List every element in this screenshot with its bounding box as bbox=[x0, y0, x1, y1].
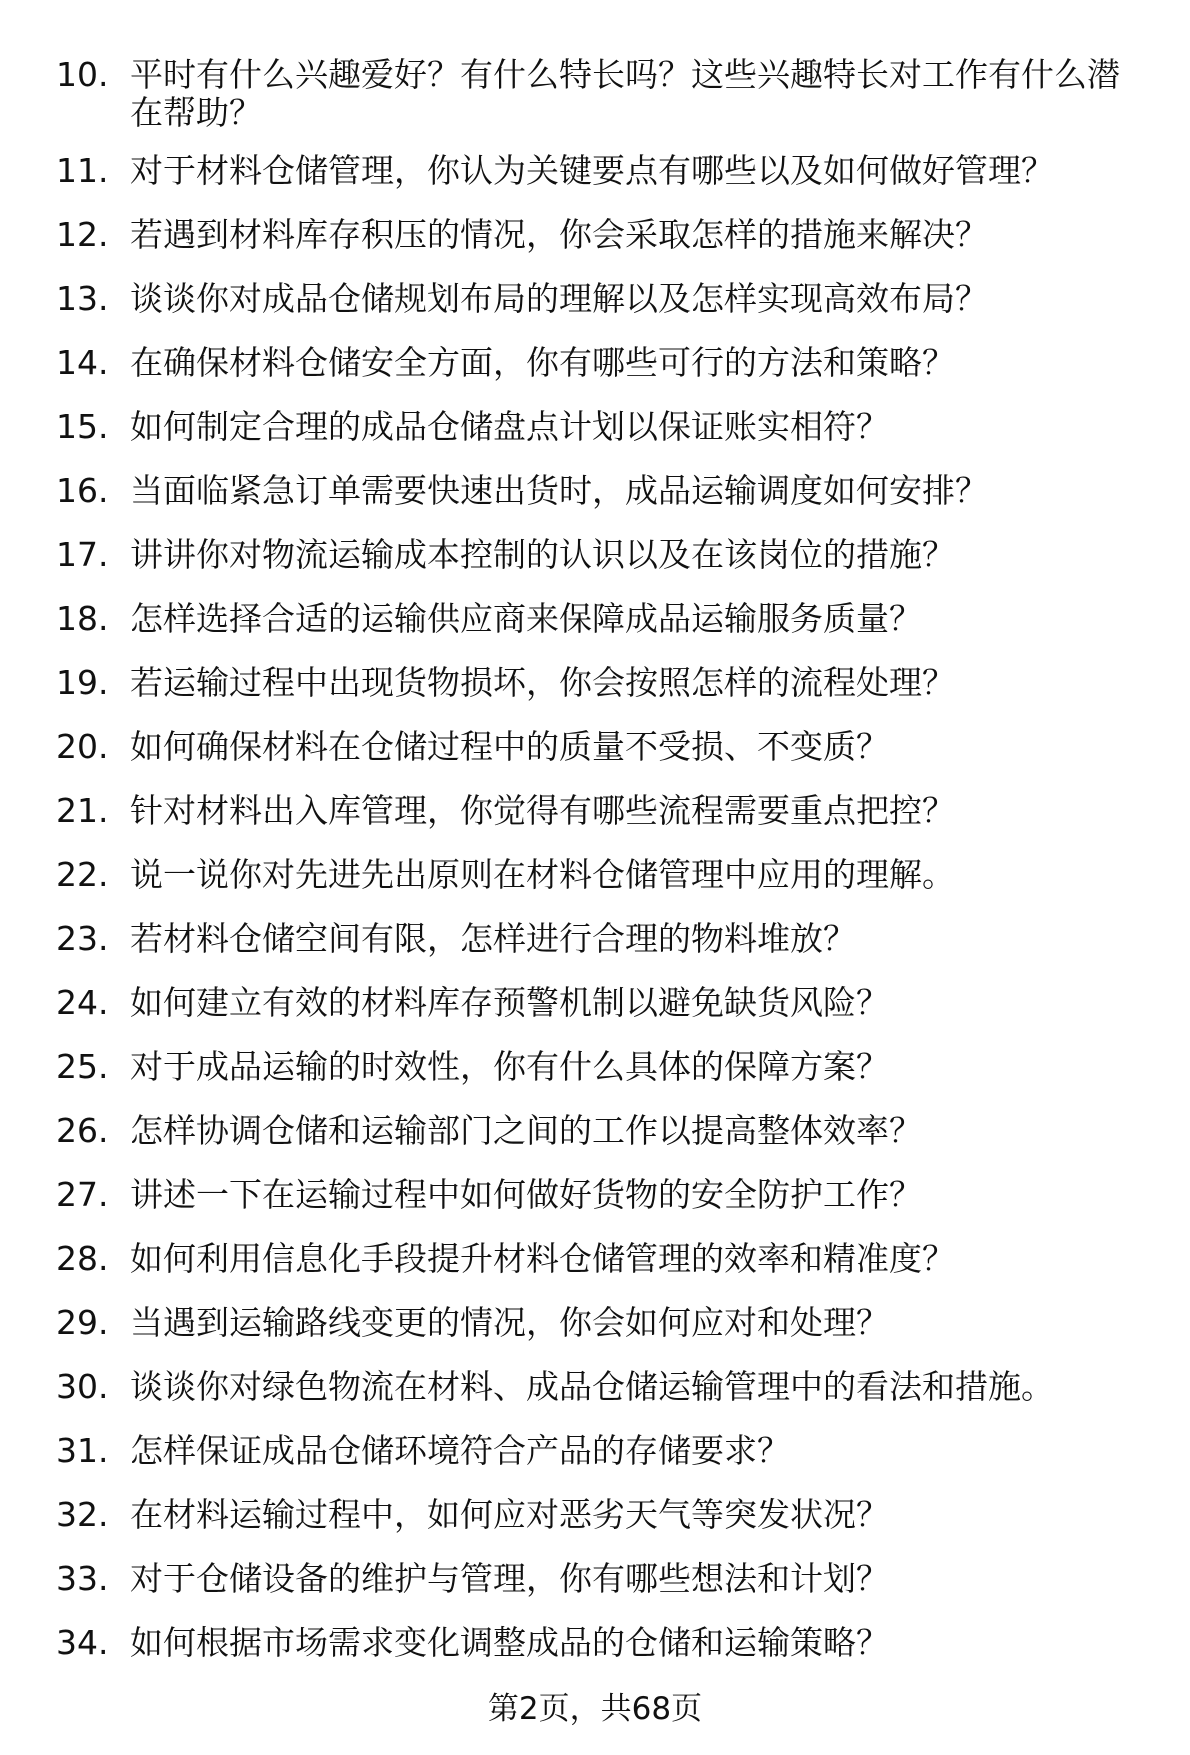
list-item bbox=[0, 984, 1190, 1022]
question-text: 针对材料出入库管理，你觉得有哪些流程需要重点把控？ bbox=[130, 791, 955, 830]
question-number: 19. bbox=[56, 663, 109, 702]
question-number: 22. bbox=[56, 855, 109, 894]
question-number: 29. bbox=[56, 1303, 109, 1342]
question-number: 20. bbox=[56, 727, 109, 766]
list-item bbox=[0, 792, 1190, 830]
question-number: 16. bbox=[56, 471, 109, 510]
question-text: 若遇到材料库存积压的情况，你会采取怎样的措施来解决？ bbox=[130, 215, 988, 254]
question-number: 18. bbox=[56, 599, 109, 638]
list-item bbox=[0, 1368, 1190, 1406]
question-list bbox=[0, 56, 1190, 1688]
question-text: 怎样选择合适的运输供应商来保障成品运输服务质量？ bbox=[130, 599, 922, 638]
question-text: 对于仓储设备的维护与管理，你有哪些想法和计划？ bbox=[130, 1559, 889, 1598]
question-text: 在材料运输过程中，如何应对恶劣天气等突发状况？ bbox=[130, 1495, 889, 1534]
question-number: 11. bbox=[56, 151, 109, 190]
question-text: 对于材料仓储管理，你认为关键要点有哪些以及如何做好管理？ bbox=[130, 151, 1054, 190]
list-item bbox=[0, 728, 1190, 766]
question-text: 讲述一下在运输过程中如何做好货物的安全防护工作？ bbox=[130, 1175, 922, 1214]
list-item bbox=[0, 856, 1190, 894]
list-item bbox=[0, 344, 1190, 382]
question-number: 25. bbox=[56, 1047, 109, 1086]
question-text: 若材料仓储空间有限，怎样进行合理的物料堆放？ bbox=[130, 919, 856, 958]
question-text: 当面临紧急订单需要快速出货时，成品运输调度如何安排？ bbox=[130, 471, 988, 510]
question-number: 24. bbox=[56, 983, 109, 1022]
question-text: 如何根据市场需求变化调整成品的仓储和运输策略？ bbox=[130, 1623, 889, 1662]
question-text: 如何利用信息化手段提升材料仓储管理的效率和精准度？ bbox=[130, 1239, 955, 1278]
list-item bbox=[0, 216, 1190, 254]
list-item bbox=[0, 600, 1190, 638]
question-number: 12. bbox=[56, 215, 109, 254]
question-number: 15. bbox=[56, 407, 109, 446]
list-item bbox=[0, 1304, 1190, 1342]
question-text: 在确保材料仓储安全方面，你有哪些可行的方法和策略？ bbox=[130, 343, 955, 382]
question-text: 谈谈你对绿色物流在材料、成品仓储运输管理中的看法和措施。 bbox=[130, 1367, 1054, 1406]
list-item bbox=[0, 1240, 1190, 1278]
question-number: 10. bbox=[56, 55, 109, 94]
question-number: 30. bbox=[56, 1367, 109, 1406]
question-text: 说一说你对先进先出原则在材料仓储管理中应用的理解。 bbox=[130, 855, 955, 894]
question-text: 如何制定合理的成品仓储盘点计划以保证账实相符？ bbox=[130, 407, 889, 446]
question-text: 对于成品运输的时效性，你有什么具体的保障方案？ bbox=[130, 1047, 889, 1086]
list-item bbox=[0, 1496, 1190, 1534]
question-number: 13. bbox=[56, 279, 109, 318]
question-text: 若运输过程中出现货物损坏，你会按照怎样的流程处理？ bbox=[130, 663, 955, 702]
question-text: 如何确保材料在仓储过程中的质量不受损、不变质？ bbox=[130, 727, 889, 766]
list-item bbox=[0, 408, 1190, 446]
list-item bbox=[0, 920, 1190, 958]
question-number: 21. bbox=[56, 791, 109, 830]
list-item bbox=[0, 536, 1190, 574]
question-text: 当遇到运输路线变更的情况，你会如何应对和处理？ bbox=[130, 1303, 889, 1342]
question-text: 谈谈你对成品仓储规划布局的理解以及怎样实现高效布局？ bbox=[130, 279, 988, 318]
question-number: 32. bbox=[56, 1495, 109, 1534]
question-text: 如何建立有效的材料库存预警机制以避免缺货风险？ bbox=[130, 983, 889, 1022]
question-number: 14. bbox=[56, 343, 109, 382]
question-text: 怎样保证成品仓储环境符合产品的存储要求？ bbox=[130, 1431, 790, 1470]
list-item bbox=[0, 1432, 1190, 1470]
question-number: 31. bbox=[56, 1431, 109, 1470]
list-item bbox=[0, 1048, 1190, 1086]
list-item bbox=[0, 1624, 1190, 1662]
list-item bbox=[0, 280, 1190, 318]
question-number: 17. bbox=[56, 535, 109, 574]
question-number: 27. bbox=[56, 1175, 109, 1214]
question-number: 28. bbox=[56, 1239, 109, 1278]
question-number: 23. bbox=[56, 919, 109, 958]
list-item bbox=[0, 664, 1190, 702]
question-number: 34. bbox=[56, 1623, 109, 1662]
list-item bbox=[0, 1176, 1190, 1214]
question-text: 平时有什么兴趣爱好？有什么特长吗？这些兴趣特长对工作有什么潜在帮助？ bbox=[130, 55, 1120, 132]
list-item bbox=[0, 1112, 1190, 1150]
list-item bbox=[0, 472, 1190, 510]
page-footer: 第2页，共68页 bbox=[487, 1691, 703, 1727]
question-text: 讲讲你对物流运输成本控制的认识以及在该岗位的措施？ bbox=[130, 535, 955, 574]
list-item bbox=[0, 152, 1190, 190]
question-text: 怎样协调仓储和运输部门之间的工作以提高整体效率？ bbox=[130, 1111, 922, 1150]
question-number: 33. bbox=[56, 1559, 109, 1598]
list-item bbox=[0, 1560, 1190, 1598]
question-number: 26. bbox=[56, 1111, 109, 1150]
list-item bbox=[0, 56, 1190, 132]
